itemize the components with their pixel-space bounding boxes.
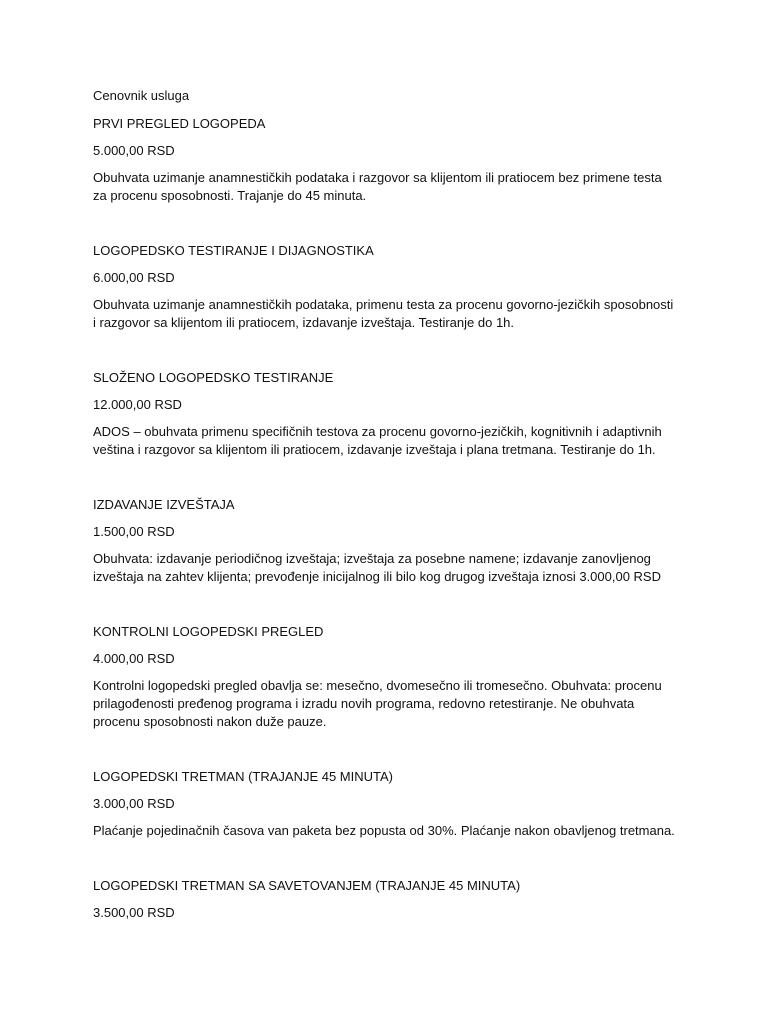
service-name: LOGOPEDSKO TESTIRANJE I DIJAGNOSTIKA bbox=[93, 243, 374, 258]
service-item bbox=[93, 877, 678, 922]
service-price: 12.000,00 RSD bbox=[93, 397, 182, 412]
service-name: SLOŽENO LOGOPEDSKO TESTIRANJE bbox=[93, 370, 334, 385]
service-description: Kontrolni logopedski pregled obavlja se: mesečno, dvomesečno ili tromesečno. Obuhvata: procenu prilagođenosti pređenog programa i izradu novih programa, redovno retestiranje. Ne obuhvata procenu sposobnosti nakon duže pauze. bbox=[93, 678, 662, 729]
service-name: PRVI PREGLED LOGOPEDA bbox=[93, 116, 266, 131]
service-price: 3.500,00 RSD bbox=[93, 905, 175, 920]
page-title: Cenovnik usluga bbox=[93, 88, 190, 103]
service-name: KONTROLNI LOGOPEDSKI PREGLED bbox=[93, 624, 324, 639]
service-description: ADOS – obuhvata primenu specifičnih testova za procenu govorno-jezičkih, kognitivnih i adaptivnih veština i razgovor sa klijentom ili pratiocem, izdavanje izveštaja i plana tretmana. Testiranje do 1h. bbox=[93, 424, 662, 457]
service-price: 4.000,00 RSD bbox=[93, 651, 175, 666]
document-page bbox=[93, 87, 678, 959]
service-name: LOGOPEDSKI TRETMAN SA SAVETOVANJEM (TRAJANJE 45 MINUTA) bbox=[93, 878, 521, 893]
service-name: LOGOPEDSKI TRETMAN (TRAJANJE 45 MINUTA) bbox=[93, 769, 394, 784]
service-description: Obuhvata uzimanje anamnestičkih podataka i razgovor sa klijentom ili pratiocem bez primene testa za procenu sposobnosti. Trajanje do 45 minuta. bbox=[93, 170, 662, 203]
service-item bbox=[93, 369, 678, 459]
service-item bbox=[93, 115, 678, 205]
service-price: 6.000,00 RSD bbox=[93, 270, 175, 285]
service-price: 3.000,00 RSD bbox=[93, 796, 175, 811]
service-description: Obuhvata uzimanje anamnestičkih podataka, primenu testa za procenu govorno-jezičkih sposobnosti i razgovor sa klijentom ili pratiocem, izdavanje izveštaja. Testiranje do 1h. bbox=[93, 297, 674, 330]
service-description: Obuhvata: izdavanje periodičnog izveštaja; izveštaja za posebne namene; izdavanje zanovljenog izveštaja na zahtev klijenta; prevođenje inicijalnog ili bilo kog drugog izveštaja iznosi 3.000,00 RSD bbox=[93, 551, 661, 584]
service-item bbox=[93, 496, 678, 586]
service-description: Plaćanje pojedinačnih časova van paketa bez popusta od 30%. Plaćanje nakon obavljenog tretmana. bbox=[93, 823, 675, 838]
service-item bbox=[93, 768, 678, 840]
service-item bbox=[93, 623, 678, 731]
service-item bbox=[93, 242, 678, 332]
service-price: 1.500,00 RSD bbox=[93, 524, 175, 539]
service-name: IZDAVANJE IZVEŠTAJA bbox=[93, 497, 235, 512]
service-price: 5.000,00 RSD bbox=[93, 143, 175, 158]
